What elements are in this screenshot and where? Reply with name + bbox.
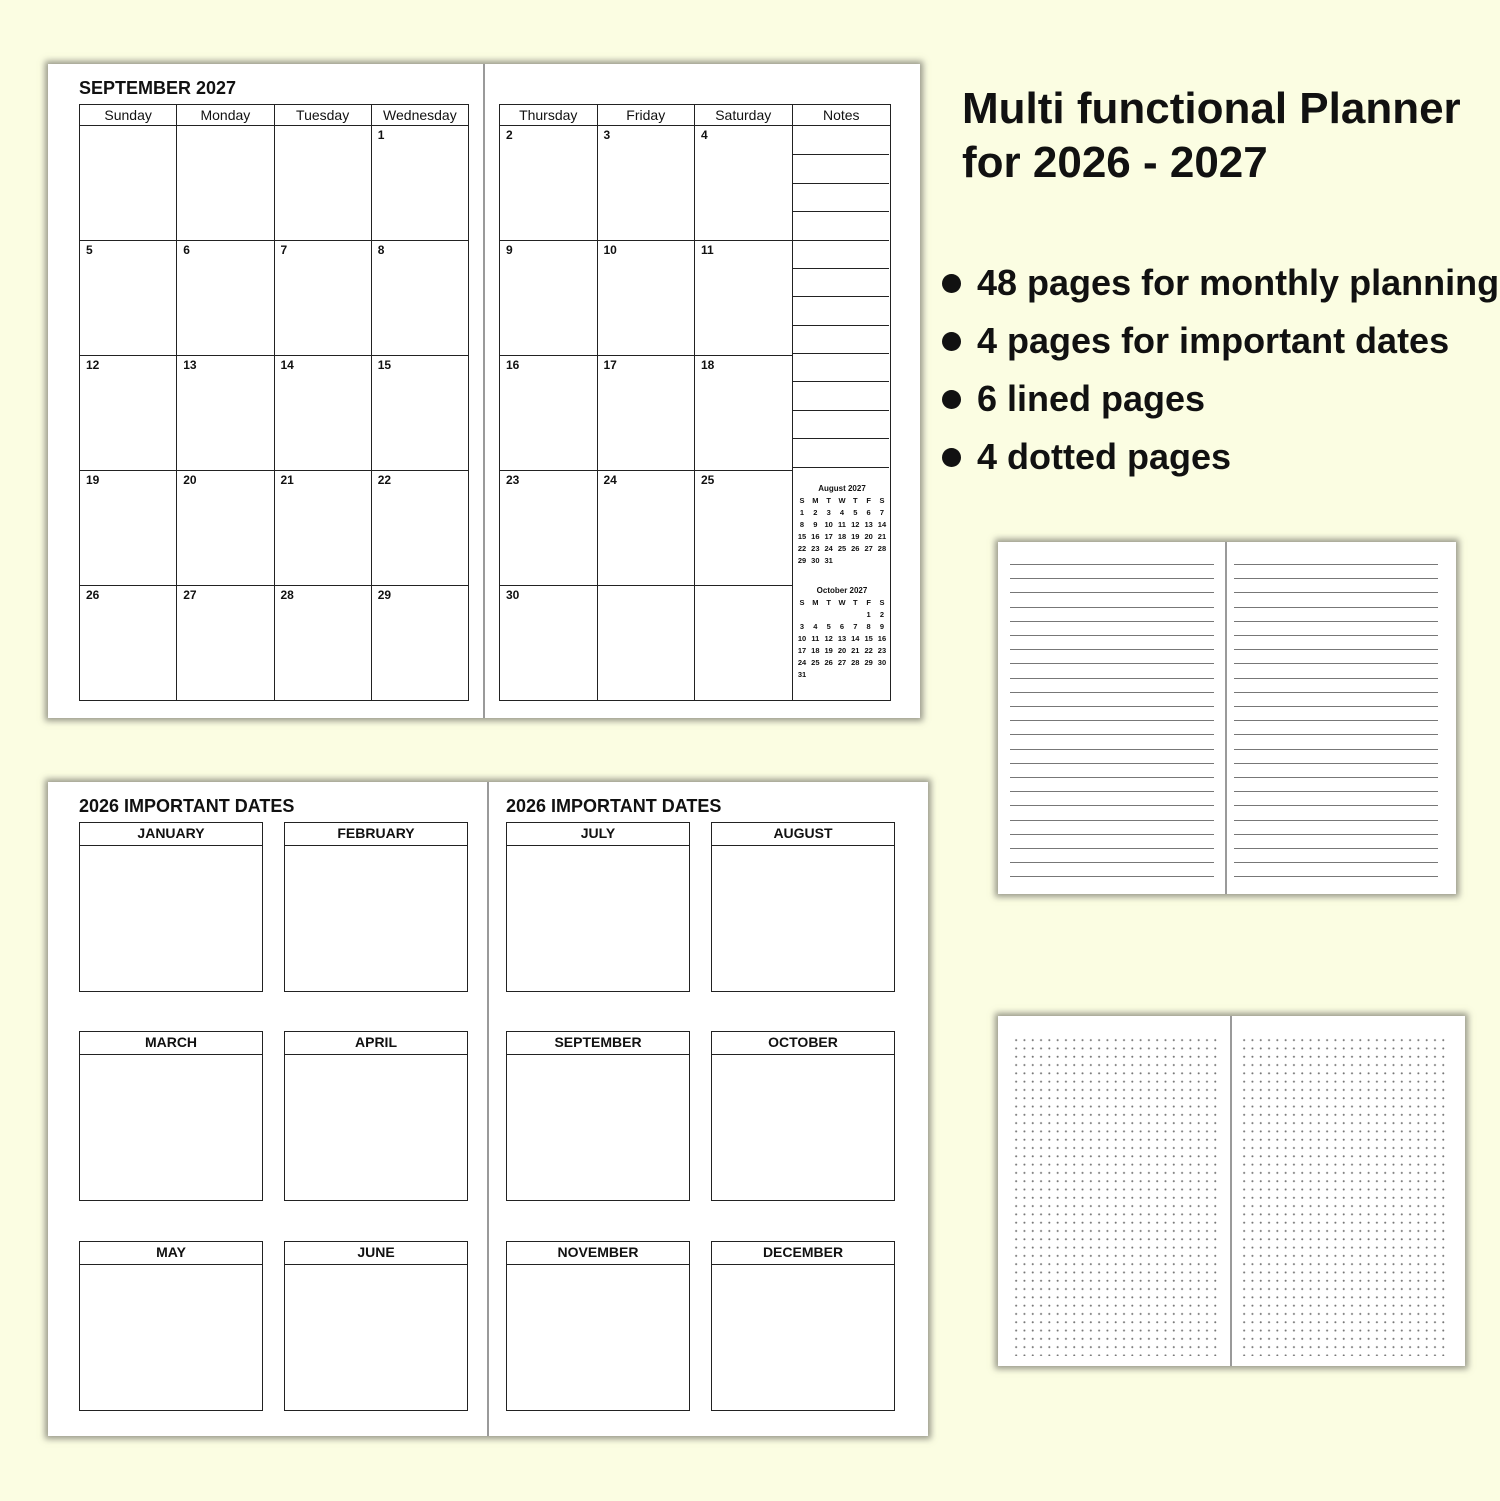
mini-calendar-weekday: T [826, 598, 831, 607]
ruled-line [1010, 678, 1214, 679]
ruled-line [1234, 564, 1438, 565]
note-line [792, 240, 889, 241]
day-cell: 2 [500, 126, 598, 241]
mini-calendar-day: 16 [877, 634, 887, 643]
mini-calendar-day: 30 [811, 556, 820, 565]
mini-calendar-weekday: S [879, 598, 885, 607]
mini-calendar-day: 15 [797, 532, 807, 541]
mini-calendar-day: 24 [797, 658, 807, 667]
day-cell [177, 126, 274, 241]
ruled-line [1010, 692, 1214, 693]
day-cell [274, 126, 371, 241]
mini-calendar-day: 7 [853, 622, 858, 631]
mini-calendar-day: 1 [866, 610, 871, 619]
ruled-line [1010, 834, 1214, 835]
mini-calendar-day [863, 555, 875, 567]
month-box [506, 1241, 690, 1411]
mini-calendar-week [796, 531, 888, 543]
note-line [792, 154, 889, 155]
mini-calendar-day [849, 555, 861, 567]
mini-calendar-day: 3 [799, 622, 805, 631]
mini-calendar-day [876, 555, 888, 567]
ruled-line [1010, 791, 1214, 792]
mini-calendar-day: 22 [864, 646, 873, 655]
ruled-line [1010, 848, 1214, 849]
day-cell: 11 [695, 241, 793, 356]
mini-calendar-weekday: M [812, 496, 819, 505]
month-title: SEPTEMBER 2027 [79, 78, 237, 98]
ruled-line [1234, 649, 1438, 650]
day-cell: 8 [371, 241, 468, 356]
calendar-left-grid [79, 104, 469, 701]
mini-calendar-day: 30 [877, 658, 887, 667]
feature-list [942, 254, 1499, 486]
ruled-line [1234, 621, 1438, 622]
month-box [284, 822, 468, 992]
month-box [506, 822, 690, 992]
mini-calendar-day: 23 [877, 646, 887, 655]
ruled-line [1010, 862, 1214, 863]
ruled-line [1234, 607, 1438, 608]
month-box-label: MARCH [80, 1032, 262, 1055]
note-line [792, 211, 889, 212]
ruled-line [1234, 720, 1438, 721]
mini-calendar-day [836, 609, 848, 621]
ruled-line [1010, 621, 1214, 622]
ruled-line [1234, 706, 1438, 707]
mini-calendar-day: 20 [864, 532, 873, 541]
day-cell: 19 [80, 471, 177, 586]
ruled-line [1234, 876, 1438, 877]
mini-calendar-day: 16 [811, 532, 820, 541]
note-line [792, 325, 889, 326]
spread-gutter [483, 64, 485, 718]
mini-calendar-day: 9 [813, 520, 818, 529]
weekday-header: Wednesday [371, 105, 468, 126]
dot-grid-left [1012, 1036, 1220, 1356]
mini-calendar-day: 3 [826, 508, 831, 517]
mini-calendar-day [823, 609, 835, 621]
month-box [506, 1031, 690, 1201]
ruled-line [1234, 777, 1438, 778]
bullet-dot-icon [942, 274, 961, 293]
ruled-line [1234, 805, 1438, 806]
day-cell: 29 [371, 586, 468, 701]
mini-calendar-weekday: F [866, 598, 871, 607]
ruled-line [1010, 564, 1214, 565]
mini-calendar-day: 27 [837, 658, 847, 667]
weekday-header: Tuesday [274, 105, 371, 126]
mini-calendar-day: 9 [879, 622, 885, 631]
mini-calendar-weekday: T [853, 496, 858, 505]
day-cell: 12 [80, 356, 177, 471]
spread-gutter [1230, 1016, 1232, 1366]
ruled-line [1010, 649, 1214, 650]
month-box-label: NOVEMBER [507, 1242, 689, 1265]
month-box-label: JANUARY [80, 823, 262, 846]
month-box-label: DECEMBER [712, 1242, 894, 1265]
ruled-line [1010, 777, 1214, 778]
mini-calendar-day [809, 609, 821, 621]
month-box [711, 822, 895, 992]
mini-calendar-title: August 2027 [818, 484, 866, 493]
ruled-line [1010, 749, 1214, 750]
ruled-line [1234, 848, 1438, 849]
ruled-line [1234, 635, 1438, 636]
monthly-planner-spread [48, 64, 920, 718]
mini-calendar-day [849, 669, 861, 681]
mini-calendar-week [796, 669, 888, 681]
ruled-line [1010, 635, 1214, 636]
month-box [284, 1031, 468, 1201]
spread-gutter [487, 782, 489, 1436]
mini-calendar-weekday: S [799, 496, 805, 505]
day-cell: 15 [371, 356, 468, 471]
note-line [792, 268, 889, 269]
mini-calendar-day [836, 669, 848, 681]
mini-calendar-day: 31 [797, 670, 807, 679]
day-cell: 23 [500, 471, 598, 586]
headline-line-2: for 2026 - 2027 [962, 138, 1268, 187]
mini-calendar-day: 27 [864, 544, 873, 553]
mini-calendar-weekday: W [838, 598, 846, 607]
mini-calendar-day [863, 669, 875, 681]
mini-calendar-weekday: T [826, 496, 831, 505]
weekday-header: Sunday [80, 105, 177, 126]
mini-calendar-day: 21 [877, 532, 887, 541]
mini-calendar-day [876, 669, 888, 681]
ruled-line [1010, 592, 1214, 593]
mini-calendar-week [796, 645, 888, 657]
mini-calendar-day: 10 [824, 520, 833, 529]
month-box-label: MAY [80, 1242, 262, 1265]
weekday-header: Monday [177, 105, 274, 126]
day-cell: 30 [500, 586, 598, 701]
day-cell: 18 [695, 356, 793, 471]
ruled-line [1010, 706, 1214, 707]
mini-calendar-day: 6 [866, 508, 871, 517]
day-cell: 28 [274, 586, 371, 701]
mini-calendar-day [823, 669, 835, 681]
ruled-line [1010, 734, 1214, 735]
mini-calendar-day: 2 [813, 508, 818, 517]
mini-calendar-day: 20 [837, 646, 847, 655]
bullet-dot-icon [942, 448, 961, 467]
mini-calendar-day: 22 [797, 544, 807, 553]
mini-calendar-weekday: F [866, 496, 871, 505]
ruled-line [1010, 763, 1214, 764]
mini-calendar-day: 31 [824, 556, 833, 565]
month-box [711, 1241, 895, 1411]
mini-calendar-day: 21 [851, 646, 860, 655]
note-line [792, 467, 889, 468]
day-cell [597, 586, 695, 701]
mini-calendar-day: 12 [851, 520, 860, 529]
mini-calendar-october [796, 586, 888, 681]
mini-calendar-day: 14 [851, 634, 860, 643]
mini-calendar-day: 26 [824, 658, 833, 667]
note-line [792, 438, 889, 439]
mini-calendar-day: 14 [877, 520, 887, 529]
mini-calendar-day: 19 [851, 532, 860, 541]
day-cell: 20 [177, 471, 274, 586]
mini-calendar-week [796, 657, 888, 669]
ruled-line [1010, 720, 1214, 721]
mini-calendar-day [809, 669, 821, 681]
note-line [792, 353, 889, 354]
month-box [79, 1241, 263, 1411]
day-cell: 22 [371, 471, 468, 586]
mini-calendar-week [796, 633, 888, 645]
mini-calendar-day: 24 [824, 544, 833, 553]
day-cell: 17 [597, 356, 695, 471]
mini-calendar-day: 17 [824, 532, 833, 541]
mini-calendar-august [796, 484, 888, 567]
mini-calendar-day: 11 [838, 520, 846, 529]
month-box [711, 1031, 895, 1201]
mini-calendar-day: 25 [837, 544, 847, 553]
day-cell: 13 [177, 356, 274, 471]
day-cell: 26 [80, 586, 177, 701]
ruled-line [1234, 592, 1438, 593]
day-cell: 5 [80, 241, 177, 356]
mini-calendar-day: 7 [879, 508, 885, 517]
feature-text: 6 lined pages [977, 378, 1206, 419]
month-box-label: SEPTEMBER [507, 1032, 689, 1055]
notes-lines [792, 126, 889, 470]
mini-calendar-day: 23 [811, 544, 820, 553]
note-line [792, 381, 889, 382]
day-cell: 21 [274, 471, 371, 586]
mini-calendar-day: 8 [799, 520, 805, 529]
mini-calendar-day: 15 [864, 634, 873, 643]
mini-calendar-day [796, 609, 808, 621]
ruled-line [1234, 734, 1438, 735]
day-cell [80, 126, 177, 241]
feature-item [942, 428, 1499, 486]
ruled-line [1234, 578, 1438, 579]
spread-gutter [1225, 542, 1227, 894]
feature-item [942, 254, 1499, 312]
mini-calendar-day: 12 [824, 634, 833, 643]
mini-calendar-day: 18 [837, 532, 847, 541]
day-cell: 14 [274, 356, 371, 471]
mini-calendar-weekday: W [838, 496, 846, 505]
mini-calendar-day: 5 [826, 622, 831, 631]
day-cell: 27 [177, 586, 274, 701]
day-cell: 9 [500, 241, 598, 356]
mini-calendar-day [849, 609, 861, 621]
mini-calendar-day: 6 [839, 622, 845, 631]
mini-calendar-title: October 2027 [816, 586, 868, 595]
ruled-line [1010, 876, 1214, 877]
mini-calendar-day: 17 [797, 646, 807, 655]
day-cell: 6 [177, 241, 274, 356]
day-cell [695, 586, 793, 701]
headline-line-1: Multi functional Planner [962, 84, 1461, 133]
mini-calendar-day: 28 [851, 658, 860, 667]
ruled-line [1234, 834, 1438, 835]
mini-calendar-weekday: M [812, 598, 819, 607]
headline [962, 82, 1461, 190]
mini-calendar-day: 28 [877, 544, 887, 553]
mini-calendar-day [836, 555, 848, 567]
ruled-line [1234, 862, 1438, 863]
ruled-line [1010, 663, 1214, 664]
month-box-label: FEBRUARY [285, 823, 467, 846]
weekday-header: Friday [597, 105, 695, 126]
day-cell: 3 [597, 126, 695, 241]
mini-calendar-day: 11 [811, 634, 820, 643]
feature-text: 48 pages for monthly planning [977, 262, 1500, 303]
ruled-line [1234, 678, 1438, 679]
mini-calendar-week [796, 621, 888, 633]
mini-calendar-week [796, 507, 888, 519]
day-cell: 1 [371, 126, 468, 241]
day-cell: 4 [695, 126, 793, 241]
weekday-header: Thursday [500, 105, 598, 126]
mini-calendar-day: 1 [799, 508, 805, 517]
month-box [79, 822, 263, 992]
ruled-line [1234, 692, 1438, 693]
mini-calendar-day: 2 [879, 610, 885, 619]
dot-grid-right [1240, 1036, 1450, 1356]
month-box-label: JUNE [285, 1242, 467, 1265]
important-dates-title-right: 2026 IMPORTANT DATES [506, 796, 722, 816]
day-cell: 16 [500, 356, 598, 471]
mini-calendar-day: 10 [797, 634, 807, 643]
month-box-label: APRIL [285, 1032, 467, 1055]
mini-calendar-week [796, 609, 888, 621]
ruled-line [1234, 749, 1438, 750]
month-box-label: JULY [507, 823, 689, 846]
mini-calendar-day: 8 [866, 622, 871, 631]
mini-calendar-weekday: S [799, 598, 805, 607]
mini-calendar-weekdays [796, 597, 888, 609]
mini-calendar-day: 26 [851, 544, 860, 553]
ruled-line [1010, 607, 1214, 608]
mini-calendar-day: 4 [839, 508, 845, 517]
month-box [284, 1241, 468, 1411]
month-box-label: AUGUST [712, 823, 894, 846]
bullet-dot-icon [942, 390, 961, 409]
notes-header: Notes [792, 105, 891, 126]
day-cell: 10 [597, 241, 695, 356]
mini-calendar-day: 25 [811, 658, 820, 667]
ruled-line [1234, 763, 1438, 764]
day-cell: 7 [274, 241, 371, 356]
important-dates-title-left: 2026 IMPORTANT DATES [79, 796, 295, 816]
mini-calendar-day: 29 [864, 658, 873, 667]
lined-pages-spread [998, 542, 1456, 894]
mini-calendar-weekday: T [853, 598, 858, 607]
ruled-line [1234, 791, 1438, 792]
mini-calendar-day: 18 [811, 646, 820, 655]
mini-calendar-weekdays [796, 495, 888, 507]
mini-calendar-week [796, 543, 888, 555]
note-line [792, 410, 889, 411]
month-box-label: OCTOBER [712, 1032, 894, 1055]
ruled-line [1234, 663, 1438, 664]
day-cell: 24 [597, 471, 695, 586]
ruled-line [1010, 578, 1214, 579]
weekday-header: Saturday [695, 105, 793, 126]
feature-text: 4 pages for important dates [977, 320, 1450, 361]
note-line [792, 183, 889, 184]
mini-calendar-week [796, 555, 888, 567]
dotted-pages-spread [998, 1016, 1465, 1366]
bullet-dot-icon [942, 332, 961, 351]
ruled-line [1010, 805, 1214, 806]
feature-item [942, 370, 1499, 428]
feature-item [942, 312, 1499, 370]
mini-calendar-week [796, 519, 888, 531]
feature-text: 4 dotted pages [977, 436, 1232, 477]
mini-calendar-day: 13 [837, 634, 847, 643]
day-cell: 25 [695, 471, 793, 586]
mini-calendar-day: 19 [824, 646, 833, 655]
mini-calendar-day: 29 [797, 556, 807, 565]
important-dates-spread [48, 782, 928, 1436]
ruled-line [1234, 820, 1438, 821]
mini-calendar-weekday: S [879, 496, 885, 505]
mini-calendar-day: 4 [813, 622, 818, 631]
note-line [792, 296, 889, 297]
mini-calendar-day: 5 [853, 508, 858, 517]
mini-calendar-day: 13 [864, 520, 873, 529]
ruled-line [1010, 820, 1214, 821]
month-box [79, 1031, 263, 1201]
